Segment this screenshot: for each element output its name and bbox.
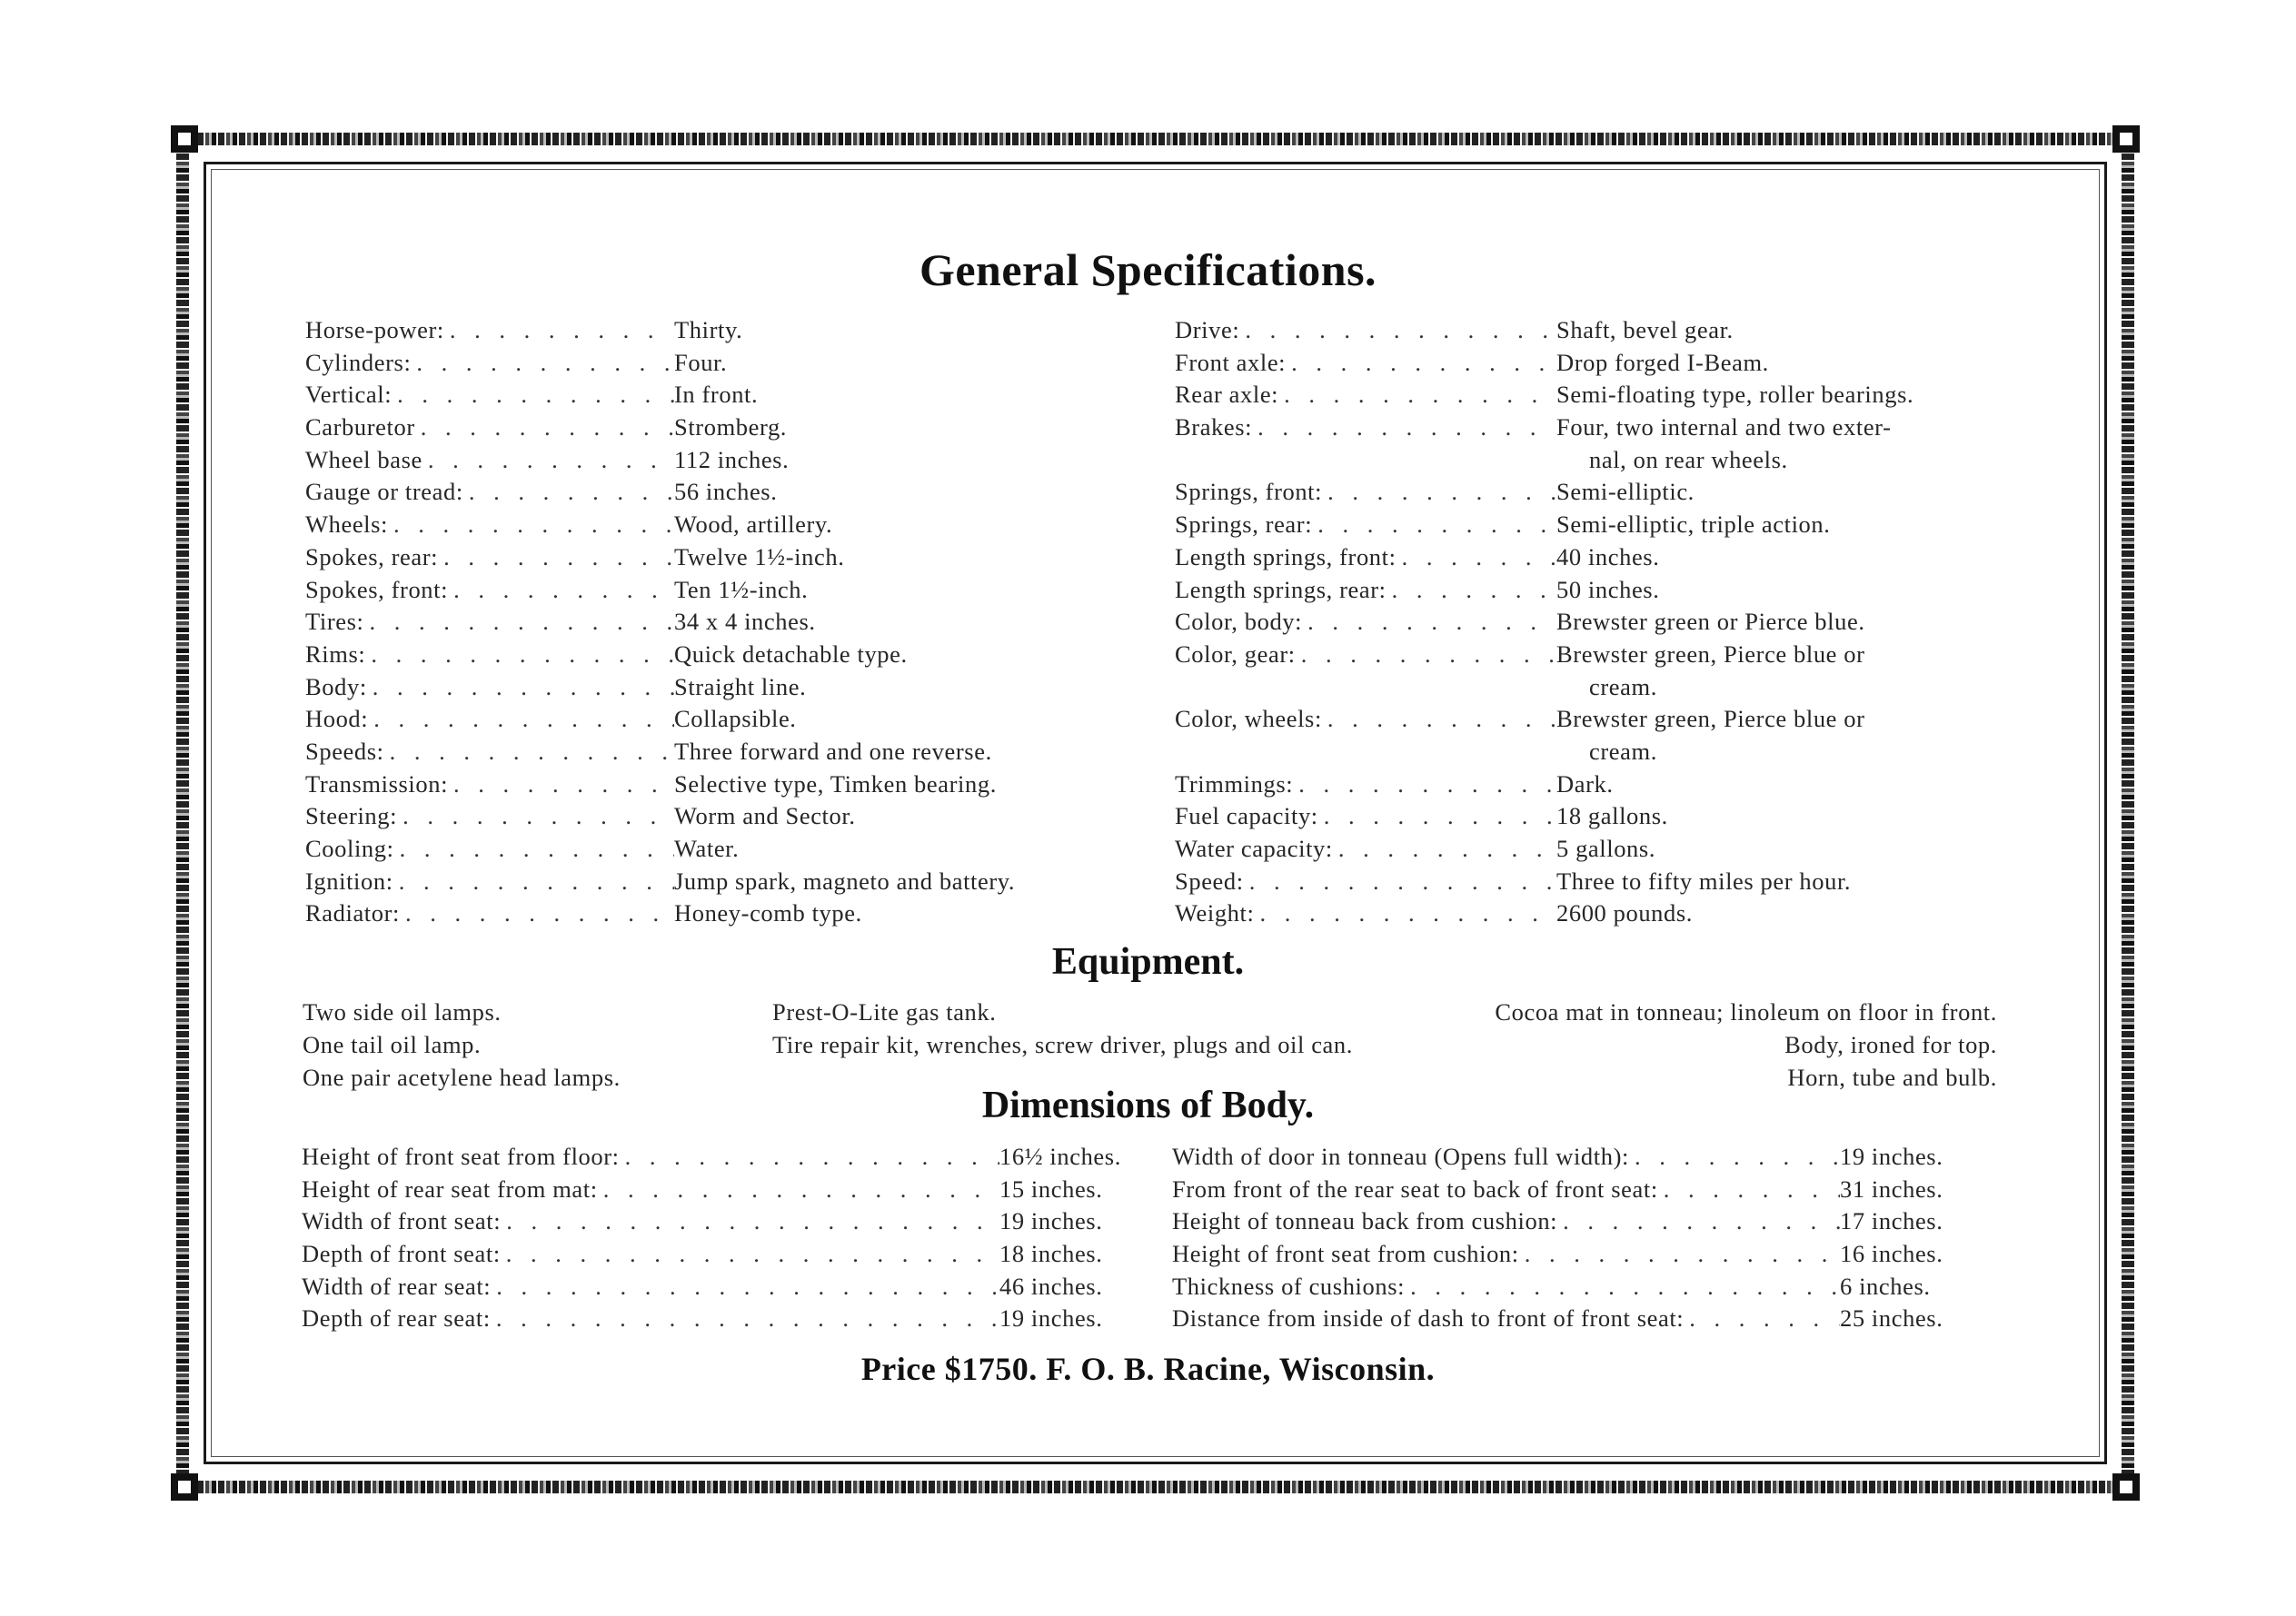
leader-dots (438, 541, 674, 574)
spec-row (305, 606, 1128, 639)
spec-label: Wheel base (305, 445, 422, 473)
spec-label: Height of rear seat from mat: (302, 1175, 598, 1203)
spec-value: Drop forged I-Beam. (1556, 348, 1769, 376)
leader-dots (411, 347, 674, 380)
spec-value: 15 inches. (999, 1175, 1103, 1203)
spec-value: Thirty. (674, 316, 743, 343)
leader-dots (1293, 768, 1556, 801)
spec-value: 50 inches. (1556, 575, 1660, 603)
spec-value: 31 inches. (1840, 1175, 1943, 1203)
spec-value: Four. (674, 348, 728, 376)
spec-value: 56 inches. (674, 478, 778, 506)
spec-value: 19 inches. (999, 1207, 1103, 1235)
spec-value: 19 inches. (1840, 1143, 1943, 1170)
spec-label: Carburetor (305, 413, 415, 441)
spec-label: Thickness of cushions: (1172, 1272, 1406, 1300)
spec-label: Cooling: (305, 835, 394, 862)
leader-dots (384, 736, 674, 768)
border-right (2122, 133, 2134, 1493)
border-top (176, 133, 2134, 145)
spec-value-continued: nal, on rear wheels. (1589, 445, 1788, 473)
spec-value: Ten 1½-inch. (674, 575, 809, 603)
leader-dots (388, 509, 674, 541)
spec-label: Width of door in tonneau (Opens full width): (1172, 1143, 1629, 1170)
spec-value: Semi-floating type, roller bearings. (1556, 381, 1914, 409)
spec-label: Weight: (1175, 899, 1255, 927)
spec-value: Selective type, Timken bearing. (674, 769, 997, 798)
corner-ornament (171, 1473, 198, 1501)
spec-label: Tires: (305, 608, 364, 636)
spec-value: 18 inches. (999, 1240, 1103, 1268)
leader-dots (365, 639, 674, 671)
spec-row (305, 444, 1128, 477)
spec-value: Semi-elliptic. (1556, 478, 1695, 506)
spec-value: Semi-elliptic, triple action. (1556, 511, 1831, 539)
spec-row (305, 671, 1128, 704)
spec-label: Distance from inside of dash to front of front seat: (1172, 1304, 1685, 1333)
spec-value: 6 inches. (1840, 1272, 1931, 1300)
spec-row (302, 1205, 1136, 1238)
leader-dots (444, 314, 674, 347)
spec-value: 5 gallons. (1556, 835, 1656, 862)
spec-label: Speed: (1175, 867, 1244, 895)
spec-value: 16½ inches. (999, 1143, 1121, 1170)
spec-row (302, 1141, 1136, 1174)
spec-value: Jump spark, magneto and battery. (674, 867, 1016, 895)
spec-row-continued (1175, 671, 2020, 704)
leader-dots (1322, 703, 1556, 736)
corner-ornament (2112, 1473, 2140, 1501)
equipment-item: Prest-O-Lite gas tank. (772, 998, 997, 1026)
spec-value: Quick detachable type. (674, 639, 908, 668)
spec-row (305, 379, 1128, 411)
spec-value: 34 x 4 inches. (674, 608, 816, 636)
leader-dots (598, 1174, 999, 1206)
spec-label: Color, gear: (1175, 639, 1296, 668)
equipment-heading: Equipment. (1051, 941, 1245, 983)
spec-value: 2600 pounds. (1556, 899, 1694, 927)
spec-row (1175, 509, 2020, 541)
spec-value: Twelve 1½-inch. (674, 542, 845, 570)
spec-value-continued: cream. (1589, 737, 1657, 765)
spec-row (305, 866, 1128, 898)
spec-row (1175, 768, 2020, 801)
specs-left-column (305, 314, 1128, 930)
spec-value: Water. (674, 835, 740, 862)
spec-label: Spokes, front: (305, 575, 449, 603)
leader-dots (1312, 509, 1556, 541)
leader-dots (1252, 411, 1556, 444)
spec-row (305, 639, 1128, 671)
spec-label: Height of front seat from cushion: (1172, 1240, 1519, 1268)
spec-label: Hood: (305, 705, 369, 733)
spec-label: Transmission: (305, 769, 449, 798)
leader-dots (367, 671, 674, 704)
spec-row (305, 800, 1128, 833)
leader-dots (1278, 379, 1556, 411)
spec-label: Gauge or tread: (305, 478, 463, 506)
equipment-item: Body, ironed for top. (1784, 1031, 1997, 1058)
leader-dots (1684, 1303, 1840, 1335)
leader-dots (448, 574, 674, 607)
spec-row-continued (1175, 444, 2020, 477)
leader-dots (363, 606, 674, 639)
price-line: Price $1750. F. O. B. Racine, Wisconsin. (860, 1351, 1436, 1387)
specs-right-column (1175, 314, 2020, 930)
dimensions-right-column (1172, 1141, 1976, 1335)
equipment-item: Cocoa mat in tonneau; linoleum on floor in front. (1495, 998, 1997, 1026)
leader-dots (463, 476, 674, 509)
leader-dots (1519, 1238, 1840, 1271)
equipment-column-1 (303, 996, 621, 1094)
spec-value: Collapsible. (674, 705, 797, 733)
spec-value: 18 gallons. (1556, 802, 1668, 830)
spec-label: Depth of rear seat: (302, 1304, 491, 1333)
leader-dots (1239, 314, 1556, 347)
spec-label: Width of front seat: (302, 1207, 502, 1235)
leader-dots (1296, 639, 1556, 671)
spec-label: Trimmings: (1175, 769, 1294, 798)
spec-label: Rear axle: (1175, 381, 1279, 409)
spec-row (1175, 574, 2020, 607)
leader-dots (491, 1271, 999, 1304)
spec-value: 46 inches. (999, 1272, 1103, 1300)
leader-dots (415, 411, 674, 444)
spec-row (1175, 411, 2020, 444)
spec-value: Stromberg. (674, 413, 788, 441)
spec-label: Springs, rear: (1175, 511, 1313, 539)
page-title: General Specifications. (919, 244, 1377, 295)
equipment-item: One pair acetylene head lamps. (303, 1064, 621, 1091)
leader-dots (1333, 833, 1556, 866)
spec-row (1175, 897, 2020, 930)
spec-row (305, 574, 1128, 607)
spec-label: Rims: (305, 639, 366, 668)
spec-row (1175, 703, 2020, 736)
spec-label: Drive: (1175, 316, 1240, 343)
dimensions-heading: Dimensions of Body. (981, 1085, 1315, 1126)
equipment-item: Two side oil lamps. (303, 998, 502, 1026)
spec-value: Three forward and one reverse. (674, 737, 992, 765)
spec-row (1175, 866, 2020, 898)
spec-label: Horse-power: (305, 316, 444, 343)
spec-row (305, 347, 1128, 380)
equipment-item: One tail oil lamp. (303, 1031, 482, 1058)
leader-dots (1254, 897, 1556, 930)
spec-row (305, 703, 1128, 736)
spec-label: Color, body: (1175, 608, 1303, 636)
spec-value: Brewster green, Pierce blue or (1556, 639, 1865, 668)
leader-dots (501, 1238, 999, 1271)
leader-dots (1302, 606, 1556, 639)
spec-label: Wheels: (305, 511, 389, 539)
spec-value: Three to fifty miles per hour. (1556, 867, 1852, 895)
spec-row (305, 897, 1128, 930)
spec-label: Spokes, rear: (305, 542, 439, 570)
leader-dots (397, 800, 674, 833)
spec-row (1175, 606, 2020, 639)
spec-value: 112 inches. (674, 445, 790, 473)
spec-value: Worm and Sector. (674, 802, 856, 830)
leader-dots (1396, 541, 1556, 574)
spec-row (1175, 314, 2020, 347)
spec-row (302, 1174, 1136, 1206)
spec-label: Height of tonneau back from cushion: (1172, 1207, 1558, 1235)
spec-row (1172, 1238, 1976, 1271)
spec-value-continued: cream. (1589, 672, 1657, 700)
spec-row (305, 833, 1128, 866)
leader-dots (620, 1141, 999, 1174)
leader-dots (1405, 1271, 1840, 1304)
spec-row (1175, 347, 2020, 380)
leader-dots (1318, 800, 1556, 833)
equipment-column-2 (772, 996, 1353, 1061)
dimensions-left-column (302, 1141, 1136, 1335)
spec-row (305, 314, 1128, 347)
spec-row (1175, 800, 2020, 833)
leader-dots (1387, 574, 1556, 607)
spec-label: Width of rear seat: (302, 1272, 492, 1300)
leader-dots (394, 833, 674, 866)
leader-dots (1286, 347, 1556, 380)
spec-row (1172, 1205, 1976, 1238)
leader-dots (491, 1303, 999, 1335)
border-bottom (176, 1481, 2134, 1493)
spec-label: Height of front seat from floor: (302, 1143, 620, 1170)
corner-ornament (171, 125, 198, 153)
spec-value: 17 inches. (1840, 1207, 1943, 1235)
spec-value: Four, two internal and two exter- (1556, 413, 1892, 441)
border-left (176, 133, 189, 1493)
leader-dots (1244, 866, 1556, 898)
leader-dots (422, 444, 674, 477)
spec-value: 40 inches. (1556, 542, 1660, 570)
spec-value: In front. (674, 381, 759, 409)
spec-label: From front of the rear seat to back of front seat: (1172, 1175, 1658, 1203)
leader-dots (1629, 1141, 1840, 1174)
spec-value: Straight line. (674, 672, 807, 700)
spec-label: Water capacity: (1175, 835, 1333, 862)
spec-value: Dark. (1556, 769, 1614, 798)
spec-row (305, 768, 1128, 801)
spec-value: Brewster green or Pierce blue. (1556, 608, 1865, 636)
leader-dots (400, 897, 674, 930)
spec-value: Shaft, bevel gear. (1556, 316, 1734, 343)
spec-row (1172, 1141, 1976, 1174)
leader-dots (448, 768, 674, 801)
spec-label: Body: (305, 672, 367, 700)
leader-dots (392, 379, 674, 411)
spec-value: 16 inches. (1840, 1240, 1943, 1268)
spec-row (1172, 1174, 1976, 1206)
spec-label: Brakes: (1175, 413, 1253, 441)
leader-dots (1322, 476, 1556, 509)
equipment-item: Tire repair kit, wrenches, screw driver, plugs and oil can. (772, 1031, 1353, 1058)
spec-row (1175, 541, 2020, 574)
leader-dots (368, 703, 674, 736)
leader-dots (1658, 1174, 1840, 1206)
spec-label: Length springs, front: (1175, 542, 1396, 570)
leader-dots (501, 1205, 999, 1238)
spec-row (302, 1271, 1136, 1304)
spec-value: 19 inches. (999, 1304, 1103, 1333)
spec-label: Color, wheels: (1175, 705, 1322, 733)
leader-dots (393, 866, 674, 898)
spec-label: Cylinders: (305, 348, 412, 376)
spec-row (1172, 1271, 1976, 1304)
spec-row (302, 1238, 1136, 1271)
spec-row (305, 509, 1128, 541)
spec-label: Ignition: (305, 867, 393, 895)
spec-row (1175, 833, 2020, 866)
spec-value: Brewster green, Pierce blue or (1556, 705, 1865, 733)
spec-row-continued (1175, 736, 2020, 768)
spec-row (305, 411, 1128, 444)
spec-row (1175, 639, 2020, 671)
equipment-column-3 (1336, 996, 1997, 1094)
spec-value: Honey-comb type. (674, 899, 862, 927)
spec-label: Springs, front: (1175, 478, 1323, 506)
spec-row (1175, 379, 2020, 411)
corner-ornament (2112, 125, 2140, 153)
spec-row (305, 736, 1128, 768)
spec-row (1175, 476, 2020, 509)
spec-row (1172, 1303, 1976, 1335)
spec-row (305, 541, 1128, 574)
spec-value: Wood, artillery. (674, 511, 833, 539)
spec-label: Radiator: (305, 899, 401, 927)
spec-label: Front axle: (1175, 348, 1287, 376)
spec-label: Fuel capacity: (1175, 802, 1318, 830)
spec-label: Steering: (305, 802, 398, 830)
spec-label: Speeds: (305, 737, 384, 765)
equipment-item: Horn, tube and bulb. (1787, 1064, 1997, 1091)
spec-value: 25 inches. (1840, 1304, 1943, 1333)
spec-label: Vertical: (305, 381, 393, 409)
leader-dots (1557, 1205, 1840, 1238)
spec-row (302, 1303, 1136, 1335)
spec-row (305, 476, 1128, 509)
spec-label: Depth of front seat: (302, 1240, 501, 1268)
spec-label: Length springs, rear: (1175, 575, 1387, 603)
